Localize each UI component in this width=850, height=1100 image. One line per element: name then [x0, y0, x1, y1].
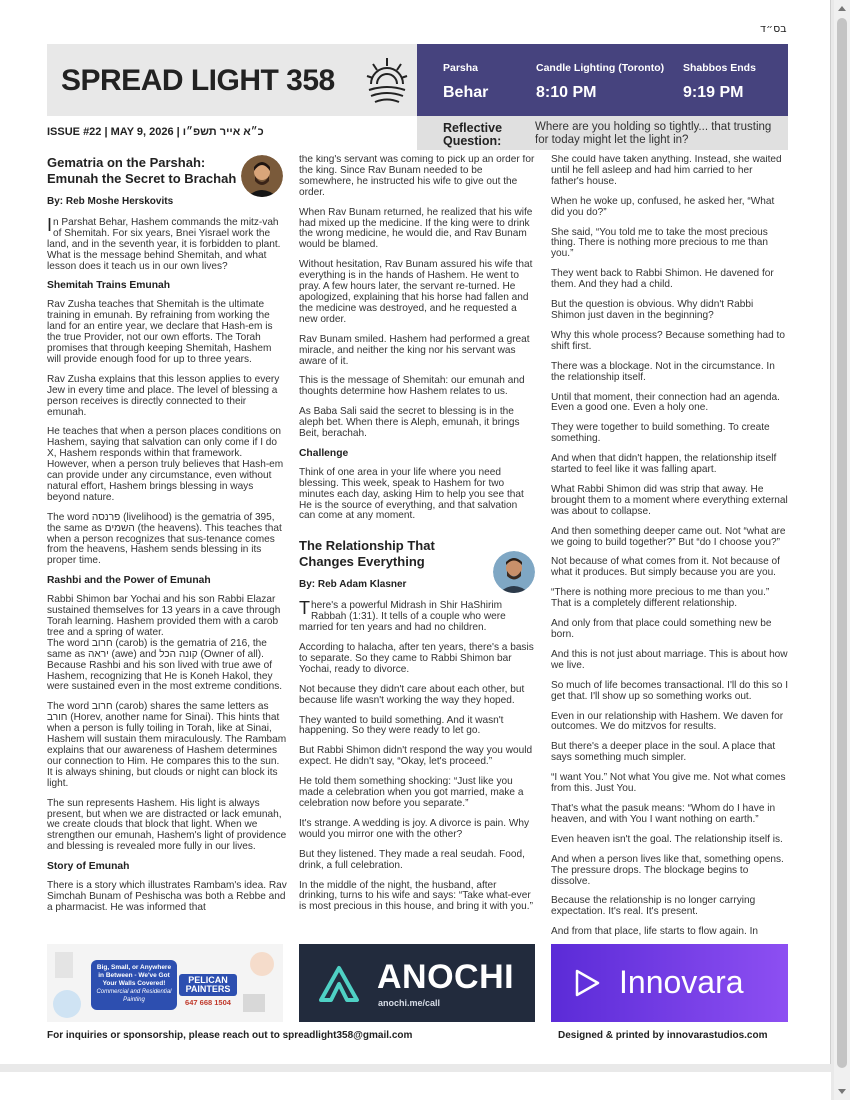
challenge-heading: Challenge [299, 447, 349, 459]
article1-intro: In Parshat Behar, Hashem commands the mitz-vah of Shemitah. For six years, Bnei Yisrael work the land, and in the seventh year, it is forbidden to plant. What is the message behind Shemitah, and what lesson does it teach us in our own lives? [47, 214, 281, 272]
scroll-down-icon[interactable] [838, 1089, 846, 1094]
article1-paragraph: Rabbi Shimon bar Yochai and his son Rabbi Elazar sustained themselves for 13 years in a cave through Torah learning. Hashem provided them with a carob tree and a spring of water. [47, 594, 281, 638]
innovara-ad[interactable] [551, 944, 788, 1022]
anochi-url: anochi.me/call [378, 998, 441, 1008]
article1-continued-paragraph: the king's servant was coming to pick up an order for the king. Since Rav Bunam needed to be somewhere, he instructed his wife to give out the order. [299, 155, 535, 198]
article1-paragraph: Rav Zusha teaches that Shemitah is the ultimate training in emunah. By refraining from working the land for an entire year, we declare that Hash-em is the true Provider, not our own efforts. The Torah promises that through keeping Shemitah, Hashem will provide enough food for up to three years. [47, 299, 273, 365]
article2-continued-paragraph: They went back to Rabbi Shimon. He davened for them. And they had a child. [551, 268, 774, 291]
vertical-scrollbar[interactable] [834, 0, 850, 1100]
column-2 [299, 155, 535, 940]
article2-paragraph: In the middle of the night, the husband, after drinking, turns to his wife and says: “Take what-ever is most precious in this house, and bring it with you.” [299, 879, 533, 913]
column-3 [551, 155, 788, 940]
article2-paragraph: But they listened. They made a real seudah. Food, drink, a full celebration. [299, 848, 525, 871]
article2-continued-paragraph: And this is not just about marriage. This is about how we live. [551, 648, 788, 671]
article2-continued-paragraph: Even heaven isn't the goal. The relationship itself is. [551, 833, 783, 845]
anochi-logo-icon [317, 964, 361, 1004]
article2-continued-paragraph: What Rabbi Shimon did was strip that away. He brought them to a moment where everything external was about to collapse. [551, 483, 788, 517]
article2-continued-paragraph: There was a blockage. Not in the circumstance. In the relationship itself. [551, 360, 775, 383]
play-arrow-logo-icon [573, 968, 601, 998]
article2-continued-paragraph: But the question is obvious. Why didn't Rabbi Shimon just daven in the beginning? [551, 299, 754, 321]
article1-paragraph: Rav Zusha explains that this lesson applies to every Jew in every time and place. The level of blessing a person receives is directly connected to their emunah. [47, 373, 280, 418]
newsletter-title: SPREAD LIGHT 358 [61, 64, 335, 97]
pelican-tagline: Big, Small, or Anywhere in Between - We've Got Your Walls Covered! Commercial and Residential Painting [91, 960, 177, 1010]
article2-continued-paragraph: They were together to build something. To create something. [551, 422, 770, 445]
pelican-name: PELICAN PAINTERS [179, 974, 237, 996]
masthead [47, 44, 417, 116]
candle-lighting-value: 8:10 PM [536, 84, 597, 101]
article1-paragraph: The word חרוב (carob) is the gematria of 216, the same as יראה (awe) and קונה הכל (Owner of all). Because Rashbi and his son lived with true awe of Hashem, recognizing that He is Koneh Hakol, they were sustained even in the most extreme conditions. [47, 637, 283, 693]
parsha-value: Behar [443, 84, 489, 101]
reflective-question-box [417, 116, 788, 150]
article2-title: The Relationship That Changes Everything [299, 538, 435, 570]
article2-continued-paragraph: And then something deeper came out. Not “what are we going to build together?” But “do I choose you?” [551, 525, 786, 548]
candle-lighting-label: Candle Lighting (Toronto) [536, 62, 665, 74]
article1-byline: By: Reb Moshe Herskovits [47, 196, 174, 207]
article1-continued-paragraph: This is the message of Shemitah: our emunah and thoughts determine how Hashem relates to us. [299, 375, 525, 398]
article1-heading-2: Rashbi and the Power of Emunah [47, 575, 211, 587]
author-photo-klasner [493, 551, 535, 593]
parsha-label: Parsha [443, 62, 479, 74]
article2-continued-paragraph: “There is nothing more precious to me than you.” That is a completely different relationship. [551, 587, 770, 610]
article1-continued-paragraph: As Baba Sali said the secret to blessing is in the aleph bet. When there is Aleph, emunah, it brings Beit, berachah. [299, 406, 520, 440]
article2-continued-paragraph: And when a person lives like that, something opens. The pressure drops. The blockage begins to dissolve. [551, 853, 784, 887]
article1-continued-paragraph: When Rav Bunam returned, he realized that his wife had mixed up the medicine. If the king were to drink the wrong medicine, he would die, and Rav Bunam would be blamed. [299, 206, 533, 251]
article2-continued-paragraph: And when that didn't happen, the relationship itself started to feel like it was falling apart. [551, 453, 777, 476]
challenge-paragraph: Think of one area in your life where you need blessing. This week, speak to Hashem for two minutes each day, asking Him to help you see that He is the source of everything, and that salvation can come at any moment. [299, 466, 524, 522]
issue-line: ISSUE #22 | MAY 9, 2026 | כ״א אייר תשפ״ו [47, 126, 264, 138]
scroll-up-icon[interactable] [838, 6, 846, 11]
article1-paragraph: The word פרנסה (livelihood) is the gematria of 395, the same as השמים (the heavens). This teaches that when a person recognizes that sus-tenance comes from the heavens, Hashem sends blessing in its proper time. [47, 511, 282, 567]
article1-continued-paragraph: Without hesitation, Rav Bunam assured his wife that everything is in the hands of Hashem. He went to pray. A few hours later, the servant re-turned. He apologized, explaining that his horse had fallen and the medicine was destroyed, and he requested a new order. [299, 259, 533, 325]
article2-continued-paragraph: Why this whole process? Because something had to shift first. [551, 329, 785, 352]
sunrise-logo-icon [365, 54, 409, 108]
article2-paragraph: But Rabbi Shimon didn't respond the way you would expect. He didn't say, “Okay, let's proceed.” [299, 745, 533, 768]
article2-dropcap: T [299, 598, 310, 619]
footer-credits: Designed & printed by innovarastudios.com [558, 1030, 768, 1041]
shabbos-ends-label: Shabbos Ends [683, 62, 756, 74]
article2-continued-paragraph: Until that moment, their connection had an agenda. Even a good one. Even a holy one. [551, 391, 780, 414]
article2-continued-paragraph: Because the relationship is no longer carrying expectation. It's real. It's present. [551, 895, 756, 918]
article1-title: Gematria on the Parshah: Emunah the Secret to Brachah [47, 155, 237, 186]
scroll-thumb[interactable] [837, 18, 847, 1068]
article1-heading-3: Story of Emunah [47, 861, 130, 873]
pelican-painters-ad[interactable] [47, 944, 283, 1022]
article1-dropcap: I [47, 214, 53, 235]
article2-continued-paragraph: So much of life becomes transactional. I'll do this so I get that. I'll show up so something works out. [551, 679, 788, 702]
article1-paragraph: The sun represents Hashem. His light is always present, but when we are distracted or lack emunah, we create clouds that block that light. When we strengthen our emunah, Hashem's light of providence and blessing is revealed more fully in our lives. [47, 797, 287, 853]
article1-paragraph: There is a story which illustrates Rambam's idea. Rav Simchah Bunam of Peshischa was both a Rebbe and a pharmacist. He was informed that [47, 880, 287, 913]
pelican-phone: 647 668 1504 [185, 998, 231, 1007]
author-photo-herskovits [241, 155, 283, 197]
article2-byline: By: Reb Adam Klasner [299, 579, 407, 591]
shabbos-times-box [417, 44, 788, 116]
article2-continued-paragraph: She said, “You told me to take the most precious thing. There is nothing more precious to me than you.” [551, 226, 768, 260]
bsd-mark: בס״ד [760, 22, 787, 35]
article2-continued-paragraph: She could have taken anything. Instead, she waited until he fell asleep and had him carried to her father's house. [551, 155, 782, 187]
innovara-name: Innovara [619, 964, 744, 1000]
anochi-ad[interactable] [299, 944, 535, 1022]
article1-heading-1: Shemitah Trains Emunah [47, 280, 171, 292]
article2-paragraph: He told them something shocking: “Just like you made a celebration when you got married, make a celebration now before you separate.” [299, 776, 524, 809]
reflective-question-text: Where are you holding so tightly... that trusting for today might let the light in? [535, 121, 772, 146]
column-1 [47, 155, 287, 940]
next-page-edge [0, 1072, 831, 1100]
article2-paragraph: It's strange. A wedding is joy. A divorce is pain. Why would you mirror one with the other? [299, 817, 530, 840]
article2-paragraph: They wanted to build something. And it wasn't happening. So they were ready to let go. [299, 714, 504, 737]
article2-continued-paragraph: Even in our relationship with Hashem. We daven for outcomes. We do mitzvos for results. [551, 710, 784, 733]
article2-intro: There's a powerful Midrash in Shir HaShirim Rabbah (1:31). It tells of a couple who were married for ten years and had no children. [299, 598, 506, 634]
article2-continued-paragraph: When he woke up, confused, he asked her, “What did you do?” [551, 195, 775, 218]
reflective-question-label: Reflective Question: [443, 121, 503, 148]
shabbos-ends-value: 9:19 PM [683, 84, 744, 101]
article2-paragraph: Not because they didn't care about each other, but because life wasn't working the way they hoped. [299, 683, 525, 706]
article2-continued-paragraph: And only from that place could something new be born. [551, 618, 772, 640]
article2-continued-paragraph: That's what the pasuk means: “Whom do I have in heaven, and with You I want nothing on earth.” [551, 802, 776, 825]
article1-paragraph: The word חרוב (carob) shares the same letters as חורב (Horev, another name for Sinai). This hints that when a person is fully toiling in Torah, like at Sinai, Hashem will sustain them miraculously. The Rambam explains that our awareness of Hashem determines our connection to Him. He compares this to the sun. It is always shining, but clouds or night can block its light. [47, 701, 287, 789]
article2-continued-paragraph: Not because of what comes from it. Not because of what it produces. But simply because you are you. [551, 556, 780, 579]
anochi-name: ANOCHI [377, 958, 515, 996]
article2-continued-paragraph: “I want You.” Not what You give me. Not what comes from this. Just You. [551, 772, 786, 795]
footer-inquiries: For inquiries or sponsorship, please reach out to spreadlight358@gmail.com [47, 1030, 413, 1041]
article2-continued-paragraph: And from that place, life starts to flow again. In [551, 926, 759, 938]
article2-paragraph: According to halacha, after ten years, there's a basis to separate. So they came to Rabbi Shimon bar Yochai, ready to divorce. [299, 642, 534, 675]
article1-continued-paragraph: Rav Bunam smiled. Hashem had performed a great miracle, and neither the king nor his servant was aware of it. [299, 333, 530, 367]
article2-continued-paragraph: But there's a deeper place in the soul. A place that says something much simpler. [551, 741, 776, 764]
article1-paragraph: He teaches that when a person places conditions on Hashem, saying that salvation can only come if I do X, Hashem responds within that framework. However, when a person truly believes that Hash-em can provide under any circumstance, even without natural effort, Hashem brings blessing in ways beyond nature. [47, 426, 284, 503]
